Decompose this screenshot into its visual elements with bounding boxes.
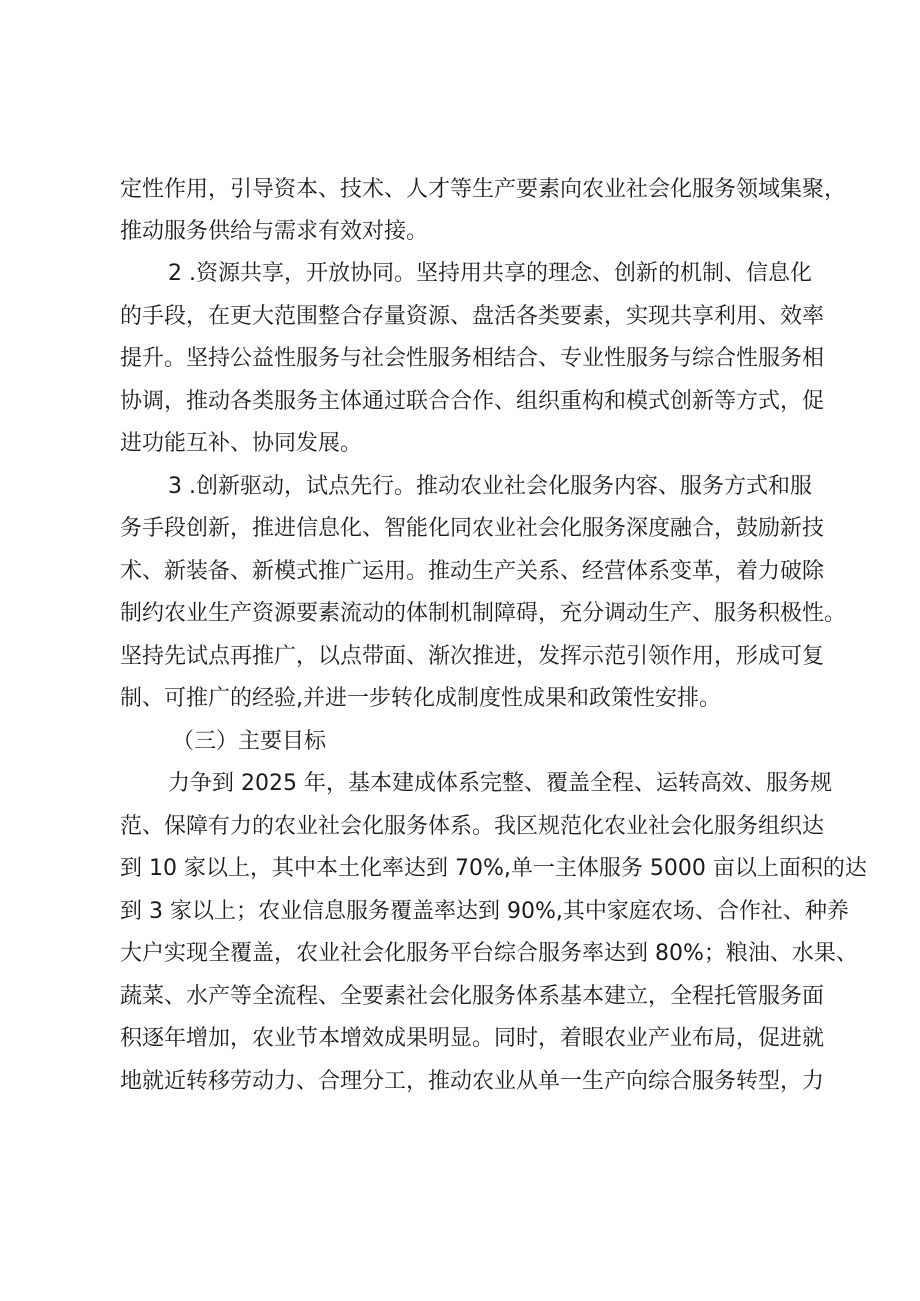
list-item-innovation-driven: 3 .创新驱动，试点先行。推动农业社会化服务内容、服务方式和服	[168, 474, 812, 499]
body-text-line: 积逐年增加，农业节本增效成果明显。同时，着眼农业产业布局，促进就	[120, 1026, 825, 1051]
body-text-line: 范、保障有力的农业社会化服务体系。我区规范化农业社会化服务组织达	[120, 814, 825, 839]
body-text-line: 坚持先试点再推广，以点带面、渐次推进，发挥示范引领作用，形成可复	[120, 644, 825, 669]
body-text-line: 力争到 2025 年，基本建成体系完整、覆盖全程、运转高效、服务规	[168, 771, 832, 796]
body-text-line: 推动服务供给与需求有效对接。	[120, 219, 429, 244]
body-text-line: 术、新装备、新模式推广运用。推动生产关系、经营体系变革，着力破除	[120, 559, 825, 584]
body-text-line: 制约农业生产资源要素流动的体制机制障碍，充分调动生产、服务积极性。	[120, 601, 847, 626]
body-text-line: 协调，推动各类服务主体通过联合合作、组织重构和模式创新等方式，促	[120, 389, 825, 414]
body-text-line: 的手段，在更大范围整合存量资源、盘活各类要素，实现共享利用、效率	[120, 304, 825, 329]
body-text-line: 大户实现全覆盖，农业社会化服务平台综合服务率达到 80%；粮油、水果、	[120, 941, 858, 966]
body-text-line: 制、可推广的经验,并进一步转化成制度性成果和政策性安排。	[120, 686, 721, 711]
body-text-line: 进功能互补、协同发展。	[120, 431, 363, 456]
body-text-line: 提升。坚持公益性服务与社会性服务相结合、专业性服务与综合性服务相	[120, 346, 825, 371]
body-text-line: 地就近转移劳动力、合理分工，推动农业从单一生产向综合服务转型，力	[120, 1069, 825, 1094]
body-text-line: 到 3 家以上；农业信息服务覆盖率达到 90%,其中家庭农场、合作社、种养	[120, 899, 849, 924]
body-text-line: 蔬菜、水产等全流程、全要素社会化服务体系基本建立，全程托管服务面	[120, 984, 825, 1009]
body-text-line: 定性作用，引导资本、技术、人才等生产要素向农业社会化服务领域集聚，	[120, 177, 847, 202]
section-heading-main-goals: （三）主要目标	[172, 729, 327, 754]
list-item-resource-sharing: 2 .资源共享，开放协同。坚持用共享的理念、创新的机制、信息化	[168, 261, 812, 286]
body-text-line: 务手段创新，推进信息化、智能化同农业社会化服务深度融合，鼓励新技	[120, 516, 825, 541]
body-text-line: 到 10 家以上，其中本土化率达到 70%,单一主体服务 5000 亩以上面积的达	[120, 856, 867, 881]
